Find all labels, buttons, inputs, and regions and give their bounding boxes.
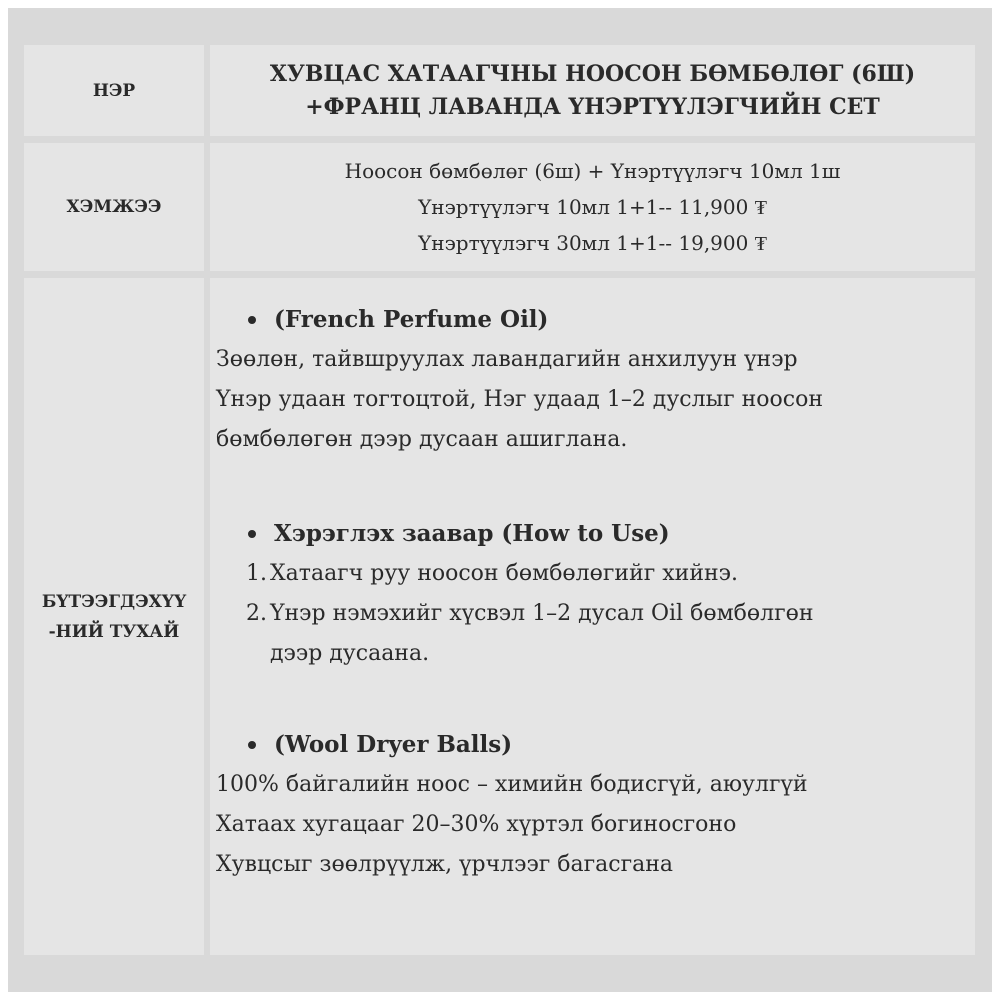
size-line-2: Үнэртүүлэгч 10мл 1+1-- 11,900 ₮ — [418, 195, 767, 219]
section-heading: (French Perfume Oil) — [216, 300, 965, 340]
name-label: НЭР — [92, 80, 136, 101]
paragraph-line: Зөөлөн, тайвшруулах лавандагийн анхилуун үнэр — [216, 347, 798, 372]
section-heading: Хэрэглэх заавар (How to Use) — [216, 514, 965, 554]
size-line-1: Ноосон бөмбөлөг (6ш) + Үнэртүүлэгч 10мл 1ш — [344, 159, 841, 183]
paragraph-line: 100% байгалийн ноос – химийн бодисгүй, аюулгүй — [216, 772, 808, 797]
list-item — [216, 554, 965, 594]
about-label-line-1: БҮТЭЭГДЭХҮҮ — [41, 591, 187, 612]
size-value-cell — [210, 143, 975, 271]
paragraph-line: Хувцсыг зөөлрүүлж, үрчлээг багасгана — [216, 852, 674, 877]
product-title-line-2: +ФРАНЦ ЛАВАНДА ҮНЭРТҮҮЛЭГЧИЙН СЕТ — [305, 93, 880, 120]
about-label-cell — [24, 278, 204, 955]
list-text: Хатаагч руу ноосон бөмбөлөгийг хийнэ. — [270, 561, 738, 586]
size-label: ХЭМЖЭЭ — [66, 197, 162, 217]
list-text: дээр дусаана. — [270, 641, 430, 666]
section-heading: (Wool Dryer Balls) — [216, 725, 965, 765]
size-label-cell — [24, 143, 204, 271]
section-wool-dryer-balls — [216, 725, 965, 885]
paragraph-line: бөмбөлөгөн дээр дусаан ашиглана. — [216, 427, 628, 452]
product-title-line-1: ХУВЦАС ХАТААГЧНЫ НООСОН БӨМБӨЛӨГ (6Ш) — [269, 60, 916, 87]
size-line-3: Үнэртүүлэгч 30мл 1+1-- 19,900 ₮ — [418, 231, 767, 255]
list-number: 1. — [246, 561, 267, 586]
name-label-cell — [24, 45, 204, 136]
list-text: Үнэр нэмэхийг хүсвэл 1–2 дусал Oil бөмбөлгөн — [270, 601, 814, 626]
product-title-cell — [210, 45, 975, 136]
paragraph-line: Үнэр удаан тогтоцтой, Нэг удаад 1–2 дуслыг ноосон — [216, 387, 824, 412]
paragraph-line: Хатаах хугацааг 20–30% хүртэл богиносгоно — [216, 812, 737, 837]
section-how-to-use — [216, 514, 965, 674]
about-label-line-2: -НИЙ ТУХАЙ — [48, 621, 180, 642]
list-item — [216, 594, 965, 674]
list-number: 2. — [246, 601, 267, 626]
section-perfume-oil — [216, 300, 965, 460]
about-value-cell — [210, 278, 975, 955]
